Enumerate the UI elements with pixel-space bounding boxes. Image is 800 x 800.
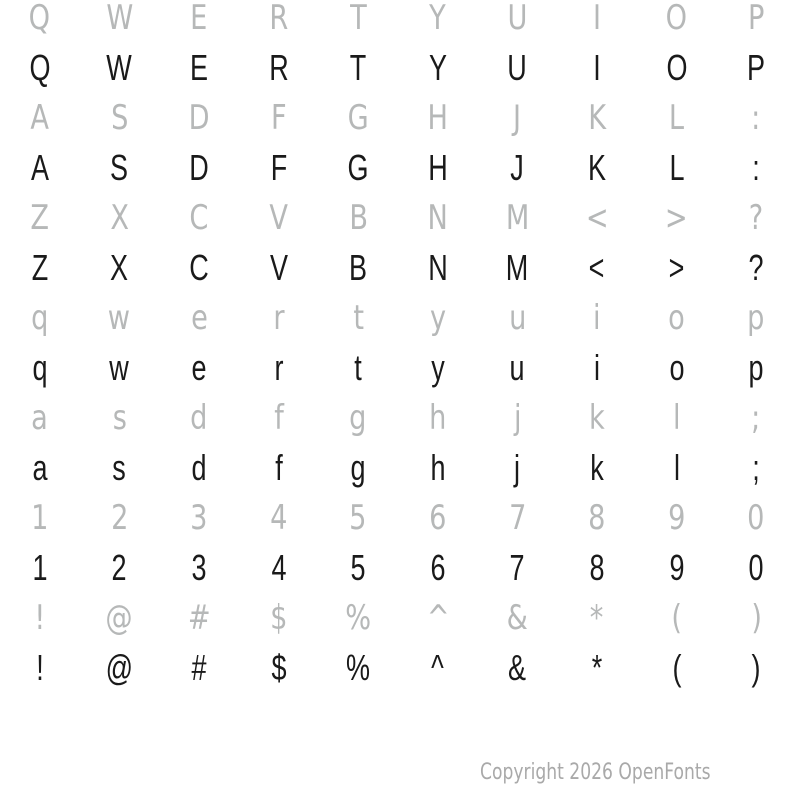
glyph-cell — [0, 393, 80, 443]
glyph-cell — [318, 443, 398, 493]
glyph-char: : — [751, 98, 761, 138]
glyph-char: E — [190, 0, 208, 38]
glyph-cell — [159, 643, 239, 693]
glyph-cell — [398, 0, 478, 43]
glyph-cell — [478, 543, 558, 593]
glyph-char: * — [590, 598, 604, 638]
glyph-cell — [159, 543, 239, 593]
glyph-cell — [80, 193, 160, 243]
glyph-cell — [80, 343, 160, 393]
glyph-char: 4 — [271, 547, 287, 588]
glyph-cell — [239, 43, 319, 93]
glyph-char: p — [747, 298, 765, 338]
glyph-cell — [0, 143, 80, 193]
glyph-cell — [557, 593, 637, 643]
glyph-char: D — [188, 98, 210, 138]
glyph-char: $ — [271, 647, 287, 688]
glyph-cell — [557, 43, 637, 93]
glyph-cell — [716, 543, 796, 593]
glyph-char: J — [513, 98, 522, 138]
glyph-cell — [478, 293, 558, 343]
glyph-cell — [159, 293, 239, 343]
glyph-char: 0 — [747, 498, 765, 538]
glyph-char: F — [270, 147, 287, 188]
glyph-char: p — [748, 347, 764, 388]
glyph-cell — [80, 443, 160, 493]
glyph-char: Q — [29, 0, 51, 38]
glyph-char: 1 — [31, 498, 49, 538]
glyph-char: > — [665, 198, 688, 238]
glyph-cell — [80, 593, 160, 643]
glyph-row-uppercase-asdf-gray — [0, 93, 796, 143]
glyph-cell — [557, 0, 637, 43]
glyph-char: t — [354, 347, 362, 388]
glyph-cell — [637, 243, 717, 293]
glyph-char: 3 — [190, 498, 208, 538]
glyph-char: V — [269, 198, 288, 238]
glyph-char: # — [187, 598, 211, 638]
glyph-char: 2 — [110, 498, 129, 538]
glyph-cell — [159, 493, 239, 543]
glyph-cell — [716, 593, 796, 643]
glyph-cell — [716, 393, 796, 443]
glyph-char: u — [509, 347, 525, 388]
glyph-cell — [159, 193, 239, 243]
glyph-cell — [239, 243, 319, 293]
glyph-cell — [239, 93, 319, 143]
glyph-char: y — [429, 298, 446, 338]
glyph-cell — [716, 343, 796, 393]
glyph-char: Q — [29, 47, 51, 88]
glyph-char: < — [589, 247, 605, 288]
glyph-char: 7 — [508, 498, 527, 538]
glyph-char: L — [668, 98, 685, 138]
glyph-char: ) — [751, 647, 761, 688]
glyph-cell — [637, 93, 717, 143]
glyph-cell — [478, 393, 558, 443]
glyph-cell — [716, 43, 796, 93]
glyph-char: ? — [748, 198, 764, 238]
glyph-char: M — [506, 247, 529, 288]
glyph-cell — [398, 293, 478, 343]
glyph-char: 7 — [509, 547, 525, 588]
glyph-char: T — [349, 0, 367, 38]
glyph-cell — [80, 243, 160, 293]
glyph-char: ! — [34, 598, 46, 638]
glyph-char: > — [668, 247, 685, 288]
glyph-cell — [557, 143, 637, 193]
glyph-cell — [637, 543, 717, 593]
glyph-cell — [159, 243, 239, 293]
glyph-cell — [398, 443, 478, 493]
glyph-cell — [637, 643, 717, 693]
glyph-cell — [318, 343, 398, 393]
glyph-cell — [637, 343, 717, 393]
glyph-char: U — [507, 0, 528, 38]
glyph-cell — [398, 43, 478, 93]
glyph-char: ( — [671, 598, 682, 638]
glyph-cell — [557, 443, 637, 493]
glyph-cell — [398, 343, 478, 393]
glyph-cell — [159, 343, 239, 393]
glyph-cell — [478, 93, 558, 143]
glyph-char: ^ — [431, 647, 445, 688]
glyph-cell — [398, 193, 478, 243]
glyph-char: 9 — [669, 547, 685, 588]
glyph-cell — [0, 543, 80, 593]
glyph-char: r — [274, 347, 284, 388]
glyph-char: Z — [30, 198, 50, 238]
glyph-char: i — [593, 347, 600, 388]
copyright-text: Copyright 2026 OpenFonts — [480, 760, 711, 785]
glyph-char: q — [31, 298, 49, 338]
glyph-char: 6 — [429, 498, 447, 538]
glyph-cell — [0, 243, 80, 293]
glyph-cell — [239, 293, 319, 343]
glyph-char: # — [191, 647, 207, 688]
glyph-cell — [478, 593, 558, 643]
glyph-char: 8 — [588, 498, 606, 538]
glyph-cell — [398, 93, 478, 143]
glyph-cell — [0, 643, 80, 693]
glyph-cell — [80, 493, 160, 543]
glyph-cell — [0, 43, 80, 93]
glyph-char: g — [350, 447, 366, 488]
glyph-cell — [239, 493, 319, 543]
glyph-cell — [80, 43, 160, 93]
glyph-char: s — [112, 398, 127, 438]
glyph-row-uppercase-qwerty-black — [0, 43, 796, 93]
glyph-char: ) — [750, 598, 762, 638]
glyph-cell — [318, 643, 398, 693]
glyph-row-uppercase-zxcv-black — [0, 243, 796, 293]
glyph-char: J — [510, 147, 525, 188]
glyph-cell — [478, 643, 558, 693]
glyph-char: C — [189, 247, 209, 288]
glyph-char: ( — [672, 647, 682, 688]
glyph-cell — [80, 93, 160, 143]
glyph-cell — [478, 343, 558, 393]
glyph-cell — [478, 43, 558, 93]
glyph-char: @ — [105, 598, 133, 638]
glyph-char: S — [110, 147, 129, 188]
glyph-char: B — [348, 198, 368, 238]
glyph-cell — [239, 593, 319, 643]
glyph-char: D — [189, 147, 209, 188]
glyph-char: 2 — [111, 547, 127, 588]
glyph-cell — [398, 493, 478, 543]
glyph-cell — [159, 43, 239, 93]
glyph-cell — [637, 593, 717, 643]
glyph-row-lowercase-qwerty-gray — [0, 293, 796, 343]
glyph-cell — [557, 293, 637, 343]
glyph-char: q — [32, 347, 48, 388]
glyph-row-symbols-gray — [0, 593, 796, 643]
glyph-char: U — [507, 47, 528, 88]
glyph-cell — [318, 193, 398, 243]
glyph-char: 5 — [349, 498, 367, 538]
glyph-cell — [398, 243, 478, 293]
glyph-cell — [239, 543, 319, 593]
glyph-cell — [80, 143, 160, 193]
glyph-cell — [398, 393, 478, 443]
glyph-char: d — [191, 447, 207, 488]
glyph-char: f — [273, 398, 284, 438]
glyph-char: M — [505, 198, 530, 238]
glyph-char: E — [189, 47, 208, 88]
glyph-cell — [159, 93, 239, 143]
glyph-char: 3 — [191, 547, 207, 588]
glyph-cell — [557, 543, 637, 593]
glyph-cell — [239, 193, 319, 243]
glyph-cell — [716, 93, 796, 143]
glyph-cell — [637, 293, 717, 343]
glyph-cell — [0, 193, 80, 243]
glyph-char: G — [347, 98, 369, 138]
glyph-char: o — [668, 298, 685, 338]
glyph-cell — [318, 543, 398, 593]
glyph-char: ; — [752, 447, 760, 488]
glyph-char: ! — [36, 647, 44, 688]
glyph-row-digits-black — [0, 543, 796, 593]
glyph-cell — [80, 543, 160, 593]
glyph-char: I — [593, 47, 601, 88]
glyph-char: 6 — [430, 547, 446, 588]
glyph-char: % — [345, 598, 372, 638]
glyph-char: X — [110, 247, 129, 288]
glyph-char: d — [190, 398, 208, 438]
glyph-cell — [478, 193, 558, 243]
glyph-cell — [0, 0, 80, 43]
glyph-cell — [318, 493, 398, 543]
glyph-char: H — [428, 147, 448, 188]
glyph-cell — [637, 193, 717, 243]
glyph-cell — [478, 243, 558, 293]
glyph-char: G — [347, 147, 369, 188]
glyph-char: P — [747, 47, 766, 88]
glyph-char: j — [513, 398, 522, 438]
glyph-char: i — [593, 298, 601, 338]
glyph-char: k — [589, 398, 605, 438]
glyph-cell — [716, 243, 796, 293]
glyph-cell — [716, 193, 796, 243]
glyph-cell — [637, 443, 717, 493]
glyph-cell — [80, 293, 160, 343]
glyph-char: l — [673, 447, 680, 488]
glyph-char: o — [669, 347, 685, 388]
glyph-char: 4 — [269, 498, 288, 538]
glyph-char: ; — [751, 398, 761, 438]
glyph-char: a — [32, 447, 48, 488]
glyph-char: h — [430, 447, 446, 488]
glyph-cell — [80, 643, 160, 693]
glyph-cell — [637, 43, 717, 93]
glyph-cell — [318, 143, 398, 193]
glyph-char: V — [269, 247, 288, 288]
glyph-cell — [318, 293, 398, 343]
glyph-cell — [239, 443, 319, 493]
glyph-char: 0 — [748, 547, 764, 588]
glyph-cell — [637, 143, 717, 193]
glyph-char: < — [585, 198, 609, 238]
glyph-char: 8 — [589, 547, 605, 588]
glyph-char: 1 — [32, 547, 48, 588]
glyph-char: N — [427, 198, 448, 238]
glyph-row-uppercase-asdf-black — [0, 143, 796, 193]
glyph-char: h — [429, 398, 447, 438]
glyph-cell — [239, 343, 319, 393]
glyph-char: Y — [429, 0, 447, 38]
glyph-cell — [557, 393, 637, 443]
glyph-char: K — [587, 147, 606, 188]
glyph-cell — [557, 93, 637, 143]
glyph-char: l — [672, 398, 681, 438]
glyph-char: 9 — [667, 498, 686, 538]
glyph-char: 5 — [350, 547, 366, 588]
glyph-char: B — [349, 247, 368, 288]
glyph-cell — [239, 0, 319, 43]
glyph-char: I — [592, 0, 601, 38]
glyph-char: y — [431, 347, 445, 388]
glyph-cell — [318, 393, 398, 443]
glyph-char: C — [189, 198, 209, 238]
glyph-cell — [318, 0, 398, 43]
glyph-cell — [716, 143, 796, 193]
glyph-cell — [716, 293, 796, 343]
glyph-char: u — [508, 298, 526, 338]
glyph-row-digits-gray — [0, 493, 796, 543]
glyph-cell — [478, 493, 558, 543]
glyph-char: * — [591, 647, 603, 688]
glyph-char: P — [747, 0, 765, 38]
glyph-cell — [80, 393, 160, 443]
glyph-cell — [159, 143, 239, 193]
glyph-cell — [478, 0, 558, 43]
glyph-cell — [0, 493, 80, 543]
glyph-char: ? — [748, 247, 764, 288]
glyph-char: W — [105, 0, 133, 38]
glyph-char: K — [588, 98, 606, 138]
glyph-cell — [557, 643, 637, 693]
glyph-cell — [239, 143, 319, 193]
glyph-row-symbols-black — [0, 643, 796, 693]
glyph-cell — [239, 643, 319, 693]
glyph-cell — [159, 443, 239, 493]
glyph-char: Z — [31, 247, 49, 288]
glyph-row-lowercase-asdf-gray — [0, 393, 796, 443]
glyph-char: R — [269, 0, 289, 38]
glyph-char: W — [106, 47, 133, 88]
glyph-cell — [398, 543, 478, 593]
glyph-char: O — [665, 0, 688, 38]
glyph-char: t — [352, 298, 364, 338]
glyph-row-lowercase-asdf-black — [0, 443, 796, 493]
glyph-char: R — [268, 47, 289, 88]
glyph-char: A — [30, 98, 50, 138]
glyph-cell — [398, 593, 478, 643]
glyph-cell — [159, 593, 239, 643]
glyph-char: r — [272, 298, 285, 338]
glyph-cell — [0, 293, 80, 343]
glyph-cell — [637, 393, 717, 443]
glyph-char: Y — [428, 47, 447, 88]
glyph-char: L — [669, 147, 685, 188]
glyph-char: e — [191, 347, 207, 388]
glyph-cell — [0, 443, 80, 493]
glyph-char: & — [506, 598, 528, 638]
glyph-char: @ — [105, 647, 134, 688]
glyph-cell — [557, 243, 637, 293]
glyph-cell — [557, 493, 637, 543]
glyph-row-lowercase-qwerty-black — [0, 343, 796, 393]
glyph-char: X — [110, 198, 129, 238]
glyph-cell — [716, 643, 796, 693]
glyph-cell — [159, 393, 239, 443]
glyph-char: f — [274, 447, 283, 488]
glyph-cell — [0, 593, 80, 643]
glyph-char: % — [346, 647, 371, 688]
glyph-char: g — [349, 398, 367, 438]
glyph-cell — [637, 0, 717, 43]
glyph-cell — [239, 393, 319, 443]
glyph-char: w — [109, 347, 130, 388]
glyph-char: a — [31, 398, 49, 438]
glyph-char: N — [428, 247, 448, 288]
glyph-cell — [478, 443, 558, 493]
glyph-cell — [557, 193, 637, 243]
glyph-cell — [318, 43, 398, 93]
glyph-char: T — [349, 47, 367, 88]
glyph-cell — [398, 143, 478, 193]
glyph-cell — [716, 0, 796, 43]
glyph-cell — [398, 643, 478, 693]
glyph-char: $ — [269, 598, 288, 638]
glyph-char: & — [508, 647, 527, 688]
glyph-cell — [637, 493, 717, 543]
glyph-char: O — [666, 47, 688, 88]
glyph-char: s — [112, 447, 127, 488]
glyph-cell — [557, 343, 637, 393]
glyph-cell — [318, 593, 398, 643]
glyph-char: e — [190, 298, 208, 338]
glyph-char: ^ — [426, 598, 450, 638]
glyph-cell — [318, 93, 398, 143]
glyph-cell — [0, 93, 80, 143]
glyph-cell — [716, 443, 796, 493]
glyph-char: A — [30, 147, 49, 188]
glyph-char: k — [590, 447, 604, 488]
glyph-cell — [318, 243, 398, 293]
glyph-char: j — [514, 447, 521, 488]
glyph-cell — [159, 0, 239, 43]
glyph-cell — [0, 343, 80, 393]
glyph-row-uppercase-zxcv-gray — [0, 193, 796, 243]
glyph-row-uppercase-qwerty-gray — [0, 0, 796, 43]
glyph-char: : — [752, 147, 760, 188]
glyph-char: F — [270, 98, 287, 138]
glyph-char: w — [108, 298, 131, 338]
glyph-char: H — [427, 98, 448, 138]
glyph-cell — [80, 0, 160, 43]
glyph-char: S — [110, 98, 129, 138]
glyph-cell — [478, 143, 558, 193]
glyph-cell — [716, 493, 796, 543]
